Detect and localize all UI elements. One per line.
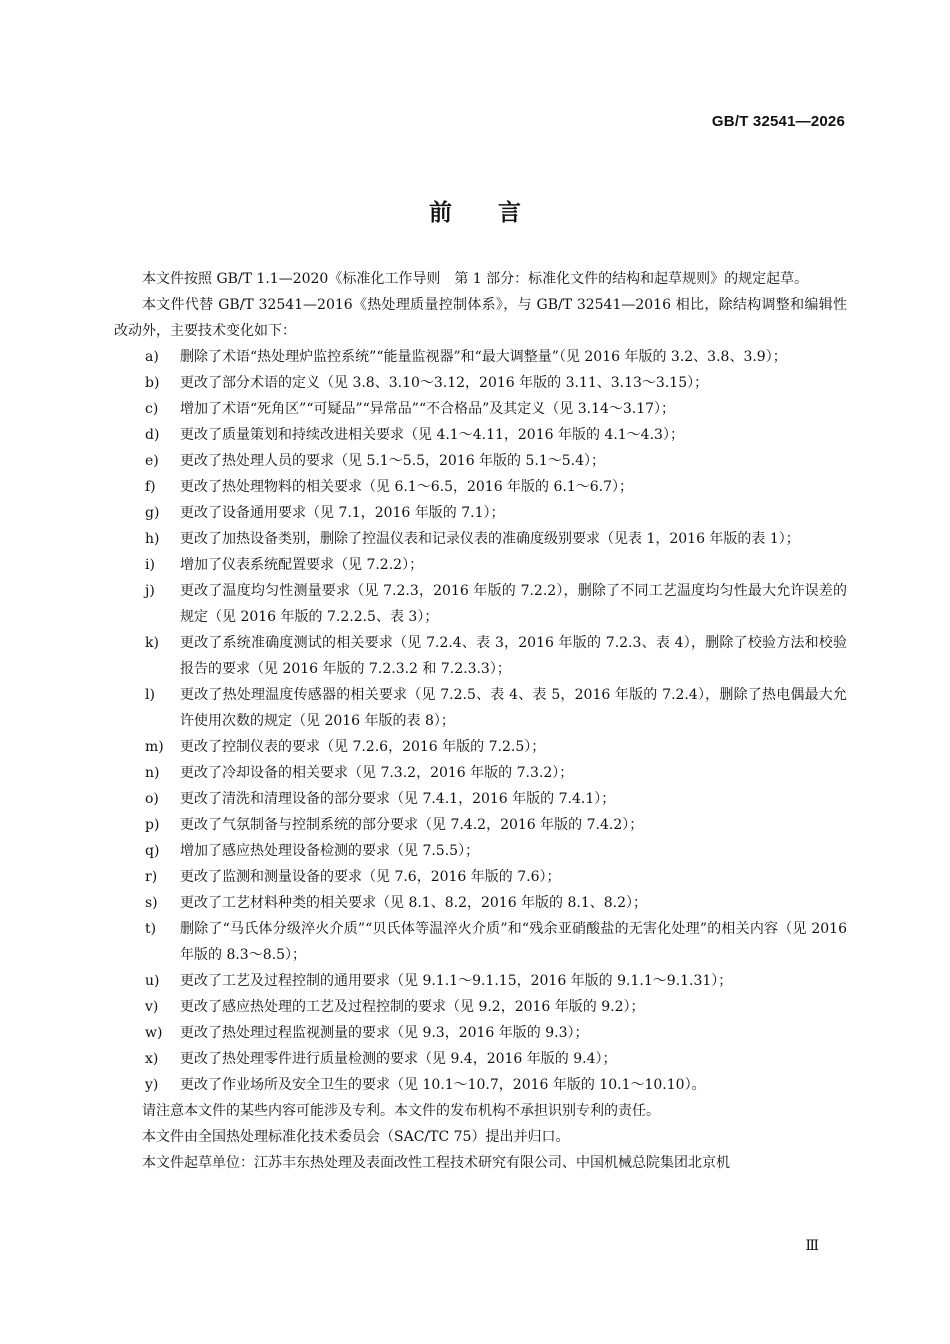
change-item: [114, 1072, 847, 1098]
change-item: [114, 916, 847, 968]
closing-paragraph: 本文件由全国热处理标准化技术委员会（SAC/TC 75）提出并归口。: [142, 1129, 570, 1145]
change-item: [114, 422, 847, 448]
change-item: [114, 1020, 847, 1046]
change-item-marker: c): [145, 401, 159, 417]
change-item-marker: q): [145, 843, 160, 859]
change-item: [114, 1046, 847, 1072]
change-item-text: 更改了质量策划和持续改进相关要求（见 4.1～4.11，2016 年版的 4.1～4.3）；: [180, 427, 684, 443]
intro-paragraph: 本文件代替 GB/T 32541—2016《热处理质量控制体系》，与 GB/T 32541—2016 相比，除结构调整和编辑性改动外，主要技术变化如下：: [114, 297, 847, 339]
closing-paragraph: 请注意本文件的某些内容可能涉及专利。本文件的发布机构不承担识别专利的责任。: [142, 1103, 660, 1119]
change-item: [114, 474, 847, 500]
change-item-marker: a): [145, 349, 159, 365]
change-item-text: 更改了清洗和清理设备的部分要求（见 7.4.1，2016 年版的 7.4.1）；: [180, 791, 616, 807]
change-item-text: 更改了热处理温度传感器的相关要求（见 7.2.5、表 4、表 5，2016 年版的 7.2.4），删除了热电偶最大允许使用次数的规定（见 2016 年版的表 8）；: [180, 687, 847, 729]
change-item-marker: o): [145, 791, 159, 807]
change-item: [114, 812, 847, 838]
change-list: [114, 344, 847, 1098]
change-item: [114, 760, 847, 786]
change-item-marker: l): [145, 687, 155, 703]
change-item-marker: e): [145, 453, 159, 469]
change-item: [114, 630, 847, 682]
change-item-marker: s): [145, 895, 158, 911]
change-item-text: 增加了仪表系统配置要求（见 7.2.2）；: [180, 557, 424, 573]
change-item: [114, 968, 847, 994]
page-number: Ⅲ: [805, 1238, 819, 1254]
change-item-marker: x): [145, 1051, 159, 1067]
change-item-marker: f): [145, 479, 156, 495]
change-item-text: 更改了热处理物料的相关要求（见 6.1～6.5，2016 年版的 6.1～6.7）；: [180, 479, 634, 495]
change-item-marker: k): [145, 635, 159, 651]
change-item-text: 更改了控制仪表的要求（见 7.2.6，2016 年版的 7.2.5）；: [180, 739, 546, 755]
change-item-text: 更改了作业场所及安全卫生的要求（见 10.1～10.7，2016 年版的 10.1～10.10）。: [180, 1077, 706, 1093]
intro-paragraph: 本文件按照 GB/T 1.1—2020《标准化工作导则 第 1 部分：标准化文件的结构和起草规则》的规定起草。: [142, 271, 809, 287]
change-item-marker: m): [145, 739, 164, 755]
change-item-text: 更改了设备通用要求（见 7.1，2016 年版的 7.1）；: [180, 505, 505, 521]
change-item-text: 更改了热处理零件进行质量检测的要求（见 9.4，2016 年版的 9.4）；: [180, 1051, 617, 1067]
change-item-text: 更改了温度均匀性测量要求（见 7.2.3，2016 年版的 7.2.2），删除了不同工艺温度均匀性最大允许误差的规定（见 2016 年版的 7.2.2.5、表 3）；: [180, 583, 847, 625]
document-body: [114, 266, 847, 1176]
change-item-marker: p): [145, 817, 160, 833]
change-item: [114, 448, 847, 474]
change-item-text: 更改了热处理人员的要求（见 5.1～5.5，2016 年版的 5.1～5.4）；: [180, 453, 606, 469]
change-item-marker: g): [145, 505, 160, 521]
change-item-text: 增加了感应热处理设备检测的要求（见 7.5.5）；: [180, 843, 480, 859]
change-item-text: 更改了部分术语的定义（见 3.8、3.10～3.12，2016 年版的 3.11、3.13～3.15）；: [180, 375, 709, 391]
change-item: [114, 682, 847, 734]
change-item: [114, 864, 847, 890]
change-item: [114, 578, 847, 630]
change-item: [114, 396, 847, 422]
standard-code: GB/T 32541—2026: [711, 113, 845, 130]
change-item: [114, 734, 847, 760]
change-item-text: 更改了冷却设备的相关要求（见 7.3.2，2016 年版的 7.3.2）；: [180, 765, 574, 781]
change-item-text: 更改了系统准确度测试的相关要求（见 7.2.4、表 3，2016 年版的 7.2.3、表 4），删除了校验方法和校验报告的要求（见 2016 年版的 7.2.3.2 和 7.2.3.3）；: [180, 635, 847, 677]
change-item-marker: i): [145, 557, 155, 573]
change-item: [114, 344, 847, 370]
change-item-text: 更改了监测和测量设备的要求（见 7.6，2016 年版的 7.6）；: [180, 869, 561, 885]
change-item-marker: n): [145, 765, 160, 781]
change-item-marker: j): [145, 583, 155, 599]
change-item-text: 更改了加热设备类别，删除了控温仪表和记录仪表的准确度级别要求（见表 1，2016 年版的表 1）；: [180, 531, 800, 547]
change-item-text: 删除了术语“热处理炉监控系统”“能量监视器”和“最大调整量”（见 2016 年版的 3.2、3.8、3.9）；: [180, 349, 787, 365]
change-item-marker: y): [145, 1077, 159, 1093]
change-item-text: 更改了热处理过程监视测量的要求（见 9.3，2016 年版的 9.3）；: [180, 1025, 589, 1041]
change-item: [114, 500, 847, 526]
change-item-text: 更改了感应热处理的工艺及过程控制的要求（见 9.2，2016 年版的 9.2）；: [180, 999, 645, 1015]
change-item: [114, 552, 847, 578]
change-item: [114, 526, 847, 552]
change-item: [114, 370, 847, 396]
change-item-text: 更改了工艺及过程控制的通用要求（见 9.1.1～9.1.15，2016 年版的 9.1.1～9.1.31）；: [180, 973, 733, 989]
change-item: [114, 838, 847, 864]
change-item: [114, 994, 847, 1020]
change-item: [114, 890, 847, 916]
change-item-marker: b): [145, 375, 160, 391]
change-item-marker: u): [145, 973, 160, 989]
change-item-text: 更改了气氛制备与控制系统的部分要求（见 7.4.2，2016 年版的 7.4.2）；: [180, 817, 644, 833]
change-item-marker: w): [145, 1025, 163, 1041]
change-item-marker: r): [145, 869, 158, 885]
change-item-text: 增加了术语“死角区”“可疑品”“异常品”“不合格品”及其定义（见 3.14～3.17）；: [180, 401, 676, 417]
page-title: 前言: [429, 200, 567, 226]
change-item-marker: v): [145, 999, 159, 1015]
change-item-marker: d): [145, 427, 160, 443]
closing-paragraph: 本文件起草单位：江苏丰东热处理及表面改性工程技术研究有限公司、中国机械总院集团北京机: [142, 1155, 730, 1171]
change-item-text: 删除了“马氏体分级淬火介质”“贝氏体等温淬火介质”和“残余亚硝酸盐的无害化处理”的相关内容（见 2016 年版的 8.3～8.5）；: [180, 921, 847, 963]
change-item: [114, 786, 847, 812]
change-item-marker: t): [145, 921, 157, 937]
change-item-text: 更改了工艺材料种类的相关要求（见 8.1、8.2，2016 年版的 8.1、8.2）；: [180, 895, 648, 911]
change-item-marker: h): [145, 531, 160, 547]
